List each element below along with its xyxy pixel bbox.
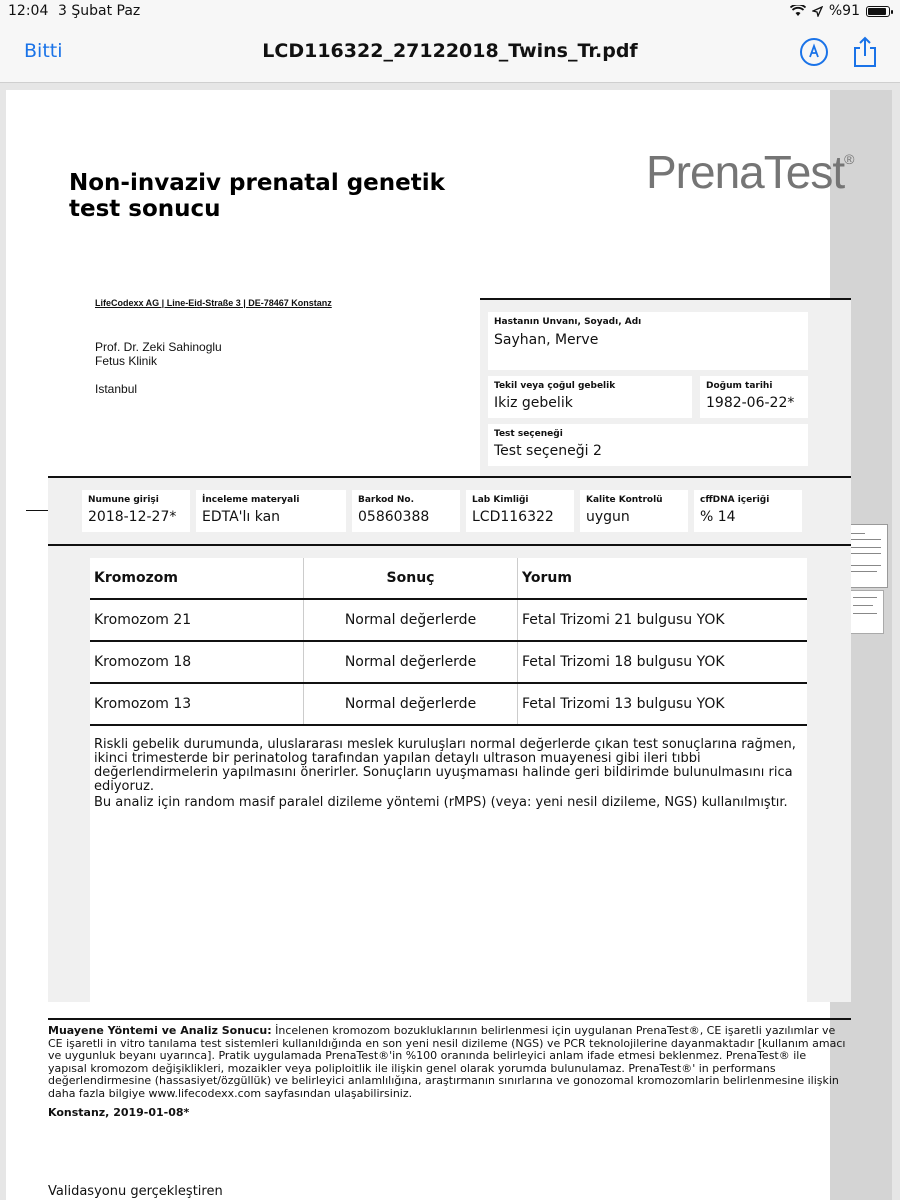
- sample-field: [694, 490, 802, 532]
- logo-text: PrenaTest: [646, 146, 845, 198]
- report-title: [69, 170, 445, 222]
- fold-mark: [26, 510, 48, 511]
- status-time: 12:04: [8, 3, 49, 19]
- cell: Normal değerlerde: [304, 683, 518, 725]
- divider: [48, 1018, 851, 1020]
- sample-field: [352, 490, 460, 532]
- sample-field: [82, 490, 190, 532]
- report-title-line1: Non-invaziv prenatal genetik: [69, 170, 445, 196]
- cell: Normal değerlerde: [304, 599, 518, 641]
- sample-label: Lab Kimliği: [472, 495, 529, 505]
- share-button[interactable]: [852, 36, 878, 68]
- test-option-box: [488, 424, 808, 466]
- footnote-heading: Muayene Yöntemi ve Analiz Sonucu:: [48, 1024, 272, 1037]
- cell: Kromozom 18: [90, 641, 304, 683]
- sample-label: Numune girişi: [88, 495, 159, 505]
- test-option-value: Test seçeneği 2: [494, 443, 602, 459]
- share-icon: [852, 36, 878, 68]
- patient-name-label: Hastanın Unvanı, Soyadı, Adı: [494, 317, 642, 327]
- col-header: Kromozom: [90, 558, 304, 599]
- validation-label: Validasyonu gerçekleştiren: [48, 1184, 223, 1199]
- sample-value: LCD116322: [472, 509, 554, 525]
- sample-label: İnceleme materyali: [202, 495, 300, 505]
- sample-field: [466, 490, 574, 532]
- cell: Kromozom 13: [90, 683, 304, 725]
- method-text: Bu analiz için random masif paralel dizileme yöntemi (rMPS) (veya: yeni nesil dizileme, NGS) kullanılmıştır.: [94, 795, 788, 810]
- recipient-clinic: Fetus Klinik: [95, 354, 158, 368]
- pdf-page: [6, 90, 854, 1200]
- cell: Fetal Trizomi 13 bulgusu YOK: [518, 683, 808, 725]
- markup-pen-icon: [802, 40, 826, 64]
- dob-label: Doğum tarihi: [706, 381, 773, 391]
- sample-value: uygun: [586, 509, 630, 525]
- document-title: LCD116322_27122018_Twins_Tr.pdf: [262, 40, 638, 62]
- cell: Normal değerlerde: [304, 641, 518, 683]
- sample-field: [196, 490, 346, 532]
- recipient-name: Prof. Dr. Zeki Sahinoglu: [95, 340, 222, 354]
- pregnancy-box: [488, 376, 692, 418]
- method-footnote: [48, 1025, 848, 1101]
- markup-button[interactable]: [800, 38, 828, 66]
- cell: Fetal Trizomi 18 bulgusu YOK: [518, 641, 808, 683]
- recommendation-text: Riskli gebelik durumunda, uluslararası meslek kuruluşları normal değerlerde çıkan test sonuçlarına rağmen, ikinci trimesterde bir perinatolog tarafından yapılan detaylı ultrason muayenesi gibi ileri tıbbi değerlendirmelerin yapılmasını önerirler. Sonuçların uyuşmaması halinde geri bildirimde bulunulmasını rica ediyoruz.: [94, 737, 796, 794]
- cell: Kromozom 21: [90, 599, 304, 641]
- status-indicators: [790, 3, 890, 19]
- table-row: [90, 599, 807, 641]
- sample-label: Kalite Kontrolü: [586, 495, 663, 505]
- table-header-row: [90, 558, 807, 599]
- table-row: [90, 683, 807, 725]
- place-date: Konstanz, 2019-01-08*: [48, 1106, 190, 1119]
- results-table: [90, 558, 807, 726]
- sample-value: 2018-12-27*: [88, 509, 177, 525]
- sample-value: 05860388: [358, 509, 430, 525]
- sample-label: cffDNA içeriği: [700, 495, 770, 505]
- wifi-icon: [790, 5, 806, 17]
- report-title-line2: test sonucu: [69, 196, 221, 222]
- dob-box: [700, 376, 808, 418]
- sample-field: [580, 490, 688, 532]
- pregnancy-label: Tekil veya çoğul gebelik: [494, 381, 616, 391]
- footnote-body: İncelenen kromozom bozukluklarının belirlenmesi için uygulanan PrenaTest®, CE işaretli yazılımlar ve CE işaretli in vitro tanılama test sistemleri kullanıldığında en son yeni nesil dizileme (NGS) ve PCR teknolojilerine dayanmaktadır [kullanım amacı ve uygunluk beyanı uyarınca]. Pratik uygulamada PrenaTest®'in %100 oranında belirleyici anlam ifade etmesi beklenmez. PrenaTest® ile yapısal kromozom değişiklikleri, mozaikler veya poliploitlik ile ilişkin genel olarak yorumda bulunulamaz. PrenaTest®' in performans değerlendirmesine (hassasiyet/özgüllük) ve belirleyici anlamlılığına, araştırmanın sınırlarına ve gonozomal kromozomlarin belirlenmesine ilişkin daha fazla bilgiye www.lifecodexx.com sayfasından ulaşabilirsiniz.: [48, 1024, 846, 1100]
- recipient-city: Istanbul: [95, 382, 138, 396]
- test-option-label: Test seçeneği: [494, 429, 563, 439]
- patient-name-box: [488, 312, 808, 370]
- pregnancy-value: Ikiz gebelik: [494, 395, 573, 411]
- done-button[interactable]: Bitti: [24, 40, 63, 62]
- battery-percent: %91: [828, 3, 860, 19]
- col-header: Sonuç: [304, 558, 518, 599]
- logo-mark: ®: [844, 151, 854, 167]
- dob-value: 1982-06-22*: [706, 395, 795, 411]
- battery-icon: [866, 6, 890, 17]
- status-bar: [0, 0, 900, 24]
- sample-value: EDTA'lı kan: [202, 509, 281, 525]
- location-icon: [812, 6, 823, 17]
- table-row: [90, 641, 807, 683]
- sample-value: % 14: [700, 509, 736, 525]
- sender-address: LifeCodexx AG | Line-Eid-Straße 3 | DE-78467 Konstanz: [95, 298, 332, 308]
- cell: Fetal Trizomi 21 bulgusu YOK: [518, 599, 808, 641]
- sample-label: Barkod No.: [358, 495, 415, 505]
- nav-bar: [0, 24, 900, 83]
- prenatest-logo: [646, 145, 853, 199]
- status-date: 3 Şubat Paz: [58, 3, 141, 19]
- patient-name-value: Sayhan, Merve: [494, 332, 599, 348]
- page-thumbnail-2[interactable]: [848, 590, 884, 634]
- col-header: Yorum: [518, 558, 808, 599]
